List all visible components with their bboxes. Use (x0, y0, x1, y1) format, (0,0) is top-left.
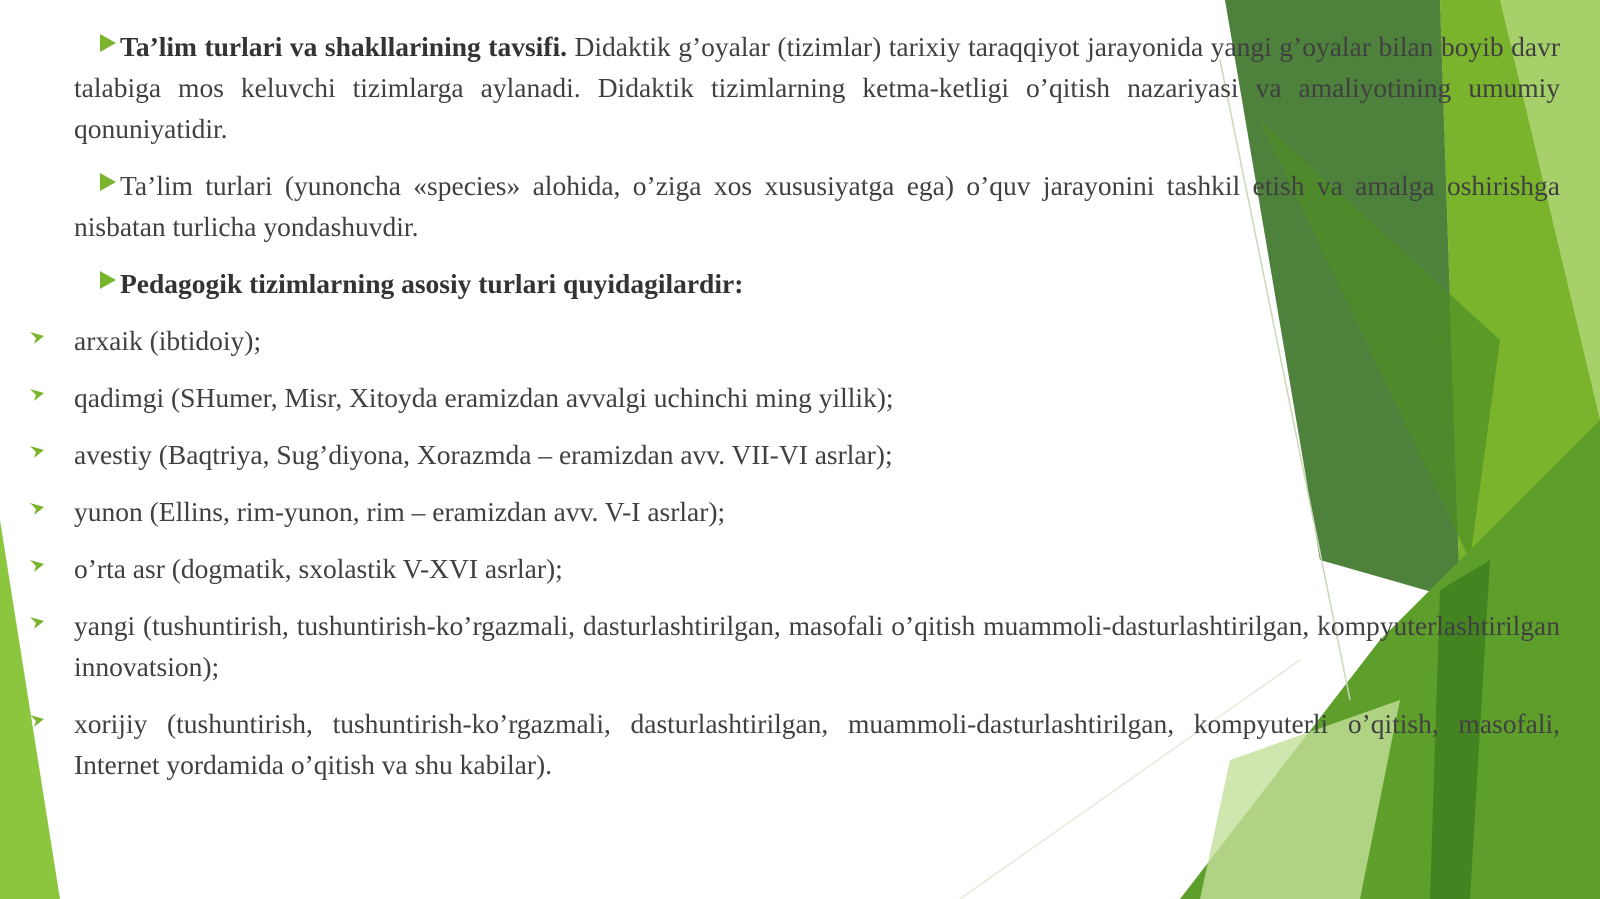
list-item (74, 434, 1560, 475)
left-facet (0, 520, 60, 899)
arrow-bullet-icon (30, 387, 44, 401)
intro-paragraph-3 (74, 263, 1560, 304)
list-item-text: arxaik (ibtidoiy); (74, 325, 262, 356)
list-item (74, 605, 1560, 687)
list-item-text: yangi (tushuntirish, tushuntirish-ko’rgazmali, dasturlashtirilgan, masofali o’qitish muammoli-dasturlashtirilgan, kompyuterlashtirilgan innovatsion); (74, 610, 1560, 682)
arrow-bullet-icon (30, 330, 44, 344)
intro-1-text: Didaktik g’oyalar (tizimlar) tarixiy taraqqiyot jarayonida yangi g’oyalar bilan boyib davr talabiga mos keluvchi tizimlarga aylanadi. Didaktik tizimlarning ketma-ketligi o’qitish nazariyasi va amaliyotining umumiy qonuniyatidir. (74, 31, 1560, 144)
slide-body (74, 26, 1560, 801)
list-item-text: xorijiy (tushuntirish, tushuntirish-ko’rgazmali, dasturlashtirilgan, muammoli-dasturlashtirilgan, kompyuterli o’qitish, masofali, Internet yordamida o’qitish va shu kabilar). (74, 708, 1560, 780)
arrow-bullet-icon (30, 713, 44, 727)
pedagogic-systems-list (74, 320, 1560, 785)
triangle-bullet-icon (100, 173, 116, 191)
list-item (74, 703, 1560, 785)
intro-3-bold: Pedagogik tizimlarning asosiy turlari quyidagilardir: (120, 268, 744, 299)
intro-paragraph-1 (74, 26, 1560, 149)
arrow-bullet-icon (30, 615, 44, 629)
list-item (74, 320, 1560, 361)
list-item-text: avestiy (Baqtriya, Sug’diyona, Xorazmda – eramizdan avv. VII-VI asrlar); (74, 439, 893, 470)
intro-1-bold: Ta’lim turlari va shakllarining tavsifi. (120, 31, 567, 62)
triangle-bullet-icon (100, 34, 116, 52)
intro-paragraph-2 (74, 165, 1560, 247)
intro-2-text: Ta’lim turlari (yunoncha «species» alohida, o’ziga xos xususiyatga ega) o’quv jarayonini tashkil etish va amalga oshirishga nisbatan turlicha yondashuvdir. (74, 170, 1560, 242)
arrow-bullet-icon (30, 558, 44, 572)
list-item (74, 491, 1560, 532)
list-item-text: yunon (Ellins, rim-yunon, rim – eramizdan avv. V-I asrlar); (74, 496, 726, 527)
arrow-bullet-icon (30, 501, 44, 515)
arrow-bullet-icon (30, 444, 44, 458)
list-item (74, 548, 1560, 589)
triangle-bullet-icon (100, 271, 116, 289)
list-item-text: qadimgi (SHumer, Misr, Xitoyda eramizdan avvalgi uchinchi ming yillik); (74, 382, 894, 413)
list-item-text: o’rta asr (dogmatik, sxolastik V-XVI asrlar); (74, 553, 563, 584)
list-item (74, 377, 1560, 418)
